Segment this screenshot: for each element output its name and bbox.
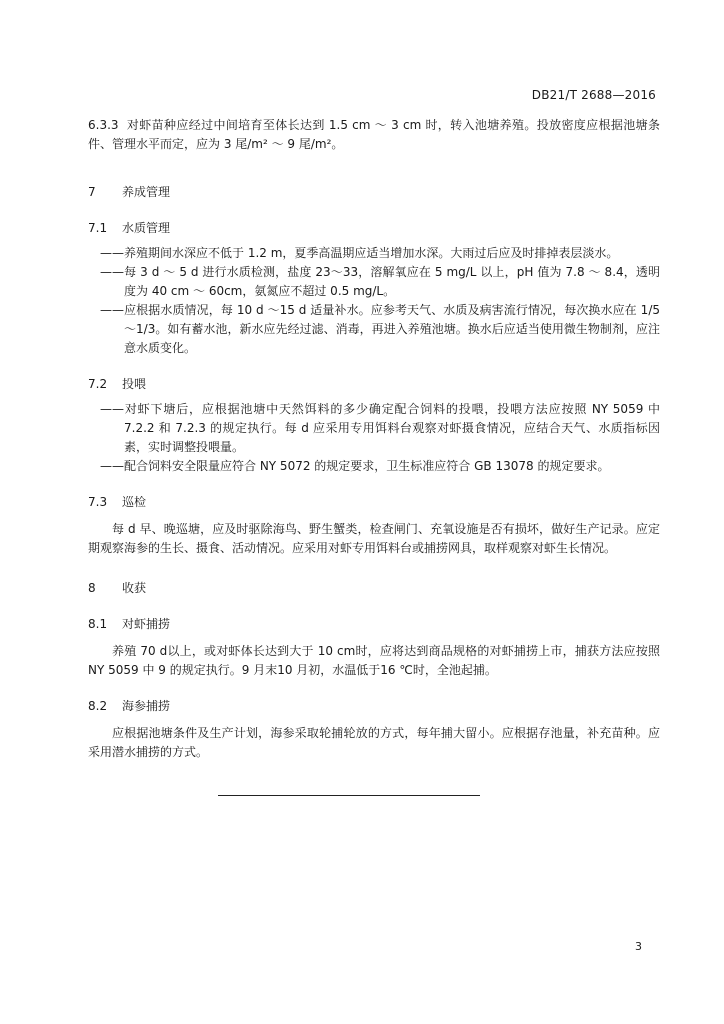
page-number: 3 (635, 940, 642, 953)
section-title: 对虾捕捞 (122, 617, 171, 631)
section-7-1-heading (88, 220, 660, 236)
list-item: ——每 3 d ～ 5 d 进行水质检测，盐度 23～33，溶解氧应在 5 mg/L 以上，pH 值为 7.8 ～ 8.4，透明度为 40 cm ～ 60cm，氨氮应不超过 0.5 mg/L。 (100, 265, 660, 298)
list-item: ——配合饲料安全限量应符合 NY 5072 的规定要求，卫生标准应符合 GB 13078 的规定要求。 (100, 459, 610, 473)
section-number: 8.2 (88, 699, 108, 713)
section-number: 7.2 (88, 377, 108, 391)
section-8-2-heading (88, 698, 660, 714)
clause-text: 对虾苗种应经过中间培育至体长达到 1.5 cm ～ 3 cm 时，转入池塘养殖。投放密度应根据池塘条件、管理水平而定，应为 3 尾/m² ～ 9 尾/m²。 (88, 118, 660, 151)
section-8-heading (88, 580, 660, 596)
section-8-1-text: 养殖 70 d以上，或对虾体长达到大于 10 cm时，应将达到商品规格的对虾捕捞上市，捕获方法应按照NY 5059 中 9 的规定执行。9 月末10 月初，水温低于16 ℃时，全池起捕。 (88, 644, 660, 677)
list-item: ——对虾下塘后，应根据池塘中天然饵料的多少确定配合饲料的投喂，投喂方法应按照 NY 5059 中 7.2.2 和 7.2.3 的规定执行。每 d 应采用专用饵料台观察对虾摄食情况，应结合天气、水质指标因素，实时调整投喂量。 (100, 402, 660, 454)
section-title: 海参捕捞 (122, 699, 171, 713)
section-7-heading (88, 184, 660, 200)
section-number: 8.1 (88, 617, 108, 631)
document-code: DB21/T 2688—2016 (531, 88, 656, 102)
section-7-2-list (88, 400, 660, 476)
section-7-3-heading (88, 494, 660, 510)
section-title: 养成管理 (122, 185, 171, 199)
section-number: 8 (88, 581, 96, 595)
section-title: 收获 (122, 581, 147, 595)
clause-number: 6.3.3 (88, 118, 119, 132)
list-item: ——应根据水质情况，每 10 d ～15 d 适量补水。应参考天气、水质及病害流行情况，每次换水应在 1/5 ～1/3。如有蓄水池，新水应先经过滤、消毒，再进入养殖池塘。换水后应适当使用微生物制剂，应注意水质变化。 (100, 303, 660, 355)
section-title: 水质管理 (122, 221, 171, 235)
section-7-1-list (88, 244, 660, 358)
list-item: ——养殖期间水深应不低于 1.2 m，夏季高温期应适当增加水深。大雨过后应及时排掉表层淡水。 (100, 246, 619, 260)
section-number: 7 (88, 185, 96, 199)
section-7-3-text: 每 d 早、晚巡塘，应及时驱除海鸟、野生蟹类，检查闸门、充氧设施是否有损坏，做好生产记录。应定期观察海参的生长、摄食、活动情况。应采用对虾专用饵料台或捕捞网具，取样观察对虾生长情况。 (88, 522, 660, 555)
section-number: 7.1 (88, 221, 108, 235)
section-title: 投喂 (122, 377, 147, 391)
section-8-2-text: 应根据池塘条件及生产计划，海参采取轮捕轮放的方式，每年捕大留小。应根据存池量，补充苗种。应采用潜水捕捞的方式。 (88, 726, 660, 759)
end-of-text-rule (218, 795, 480, 796)
clause-6-3-3 (88, 116, 660, 154)
document-body (88, 116, 660, 762)
section-8-1-heading (88, 616, 660, 632)
section-7-2-heading (88, 376, 660, 392)
section-title: 巡检 (122, 495, 147, 509)
section-number: 7.3 (88, 495, 108, 509)
